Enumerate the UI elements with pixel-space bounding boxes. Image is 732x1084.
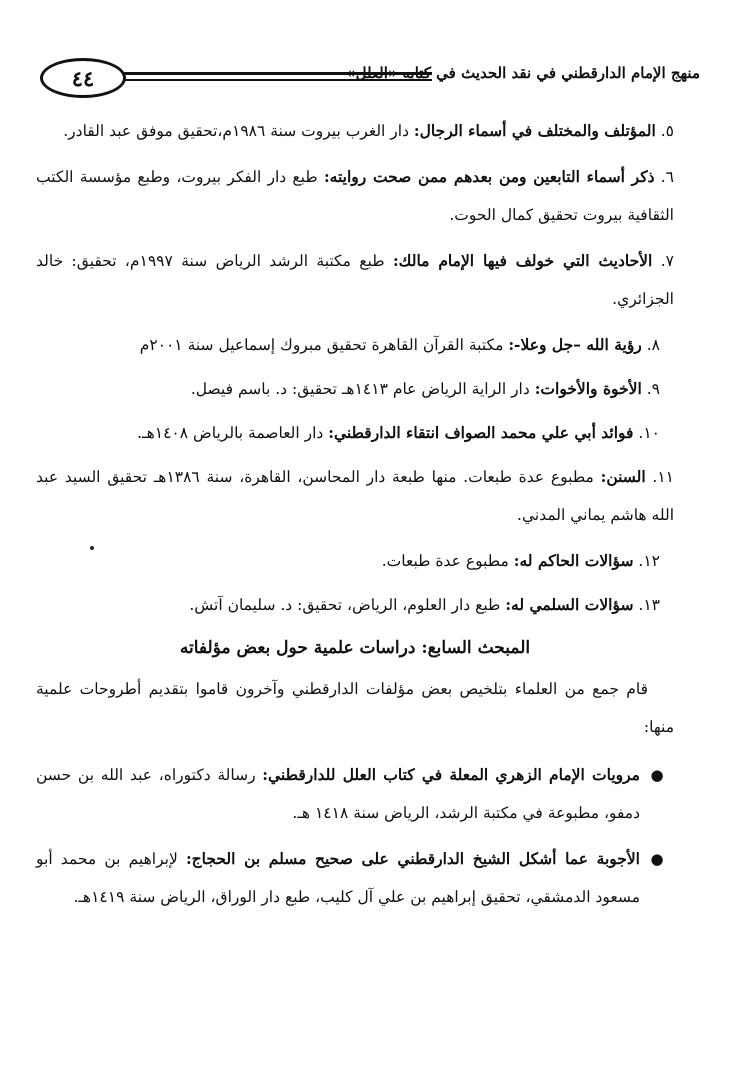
reference-title: المؤتلف والمختلف في أسماء الرجال: (413, 121, 656, 140)
scan-speck (90, 546, 94, 550)
section-intro: قام جمع من العلماء بتلخيص بعض مؤلفات الدارقطني وآخرون قاموا بتقديم أطروحات علمية منها: (36, 680, 674, 736)
reference-item (36, 370, 674, 408)
reference-item (36, 458, 674, 534)
reference-title: الأحاديث التي خولف فيها الإمام مالك: (392, 251, 653, 270)
reference-number: ١٣. (638, 596, 660, 614)
reference-title: السنن: (600, 467, 646, 486)
study-detail: لإبراهيم بن محمد أبو مسعود الدمشقي، تحقيق إبراهيم بن علي آل كليب، طبع دار الوراق، الرياض سنة ١٤١٩هـ. (36, 850, 640, 906)
reference-item (36, 542, 674, 580)
section-title: المبحث السابع: دراسات علمية حول بعض مؤلفاته (179, 638, 531, 658)
reference-detail: طبع دار الفكر بيروت، وطبع مؤسسة الكتب الثقافية بيروت تحقيق كمال الحوت. (36, 168, 674, 224)
reference-detail: طبع مكتبة الرشد الرياض سنة ١٩٩٧م، تحقيق: خالد الجزائري. (36, 252, 674, 308)
reference-number: ١٢. (638, 552, 660, 570)
reference-title: فوائد أبي علي محمد الصواف انتقاء الدارقطني: (328, 423, 634, 442)
bullet-icon: ● (650, 850, 664, 868)
reference-detail: دار الغرب بيروت سنة ١٩٨٦م،تحقيق موفق عبد القادر. (63, 122, 409, 140)
list-item-text (36, 756, 640, 832)
reference-number: ١٠. (638, 424, 660, 442)
reference-item (36, 326, 674, 364)
reference-number: ٩. (646, 380, 660, 398)
study-detail: رسالة دكتوراه، عبد الله بن حسن دمفو، مطبوعة في مكتبة الرشد، الرياض سنة ١٤١٨ هـ. (36, 766, 640, 822)
bullet-icon: ● (650, 766, 664, 784)
reference-detail: دار العاصمة بالرياض ١٤٠٨هـ. (137, 424, 324, 442)
page-number: ٤٤ (40, 58, 126, 98)
header-title: منهج الإمام الدارقطني في نقد الحديث في كتابه «العلل» (346, 64, 700, 82)
list-item (36, 756, 674, 832)
page-body (36, 112, 674, 924)
reference-item (36, 112, 674, 150)
study-title: الأجوبة عما أشكل الشيخ الدارقطني على صحيح مسلم بن الحجاج: (185, 849, 640, 868)
reference-title: سؤالات السلمي له: (505, 595, 634, 614)
reference-detail: مكتبة القرآن القاهرة تحقيق مبروك إسماعيل سنة ٢٠٠١م (139, 336, 504, 354)
page-header (40, 58, 700, 100)
reference-title: سؤالات الحاكم له: (513, 551, 634, 570)
reference-number: ٦. (660, 168, 674, 186)
reference-number: ٨. (646, 336, 660, 354)
list-item (36, 840, 674, 916)
reference-item (36, 158, 674, 234)
reference-number: ٥. (660, 122, 674, 140)
reference-item (36, 242, 674, 318)
reference-item (36, 586, 674, 624)
list-item-text (36, 840, 640, 916)
reference-title: رؤية الله –جل وعلا-: (508, 335, 642, 354)
reference-detail: طبع دار العلوم، الرياض، تحقيق: د. سليمان آتش. (189, 596, 501, 614)
reference-item (36, 414, 674, 452)
reference-number: ١١. (652, 468, 674, 486)
reference-detail: دار الراية الرياض عام ١٤١٣هـ تحقيق: د. باسم فيصل. (190, 380, 530, 398)
reference-title: ذكر أسماء التابعين ومن بعدهم ممن صحت روايته: (323, 167, 655, 186)
study-title: مرويات الإمام الزهري المعلة في كتاب العلل للدارقطني: (262, 765, 640, 784)
reference-number: ٧. (660, 252, 674, 270)
reference-detail: مطبوع عدة طبعات. (381, 552, 509, 570)
reference-detail: مطبوع عدة طبعات. منها طبعة دار المحاسن، القاهرة، سنة ١٣٨٦هـ تحقيق السيد عبد الله هاشم يماني المدني. (36, 468, 674, 524)
reference-title: الأخوة والأخوات: (534, 379, 642, 398)
